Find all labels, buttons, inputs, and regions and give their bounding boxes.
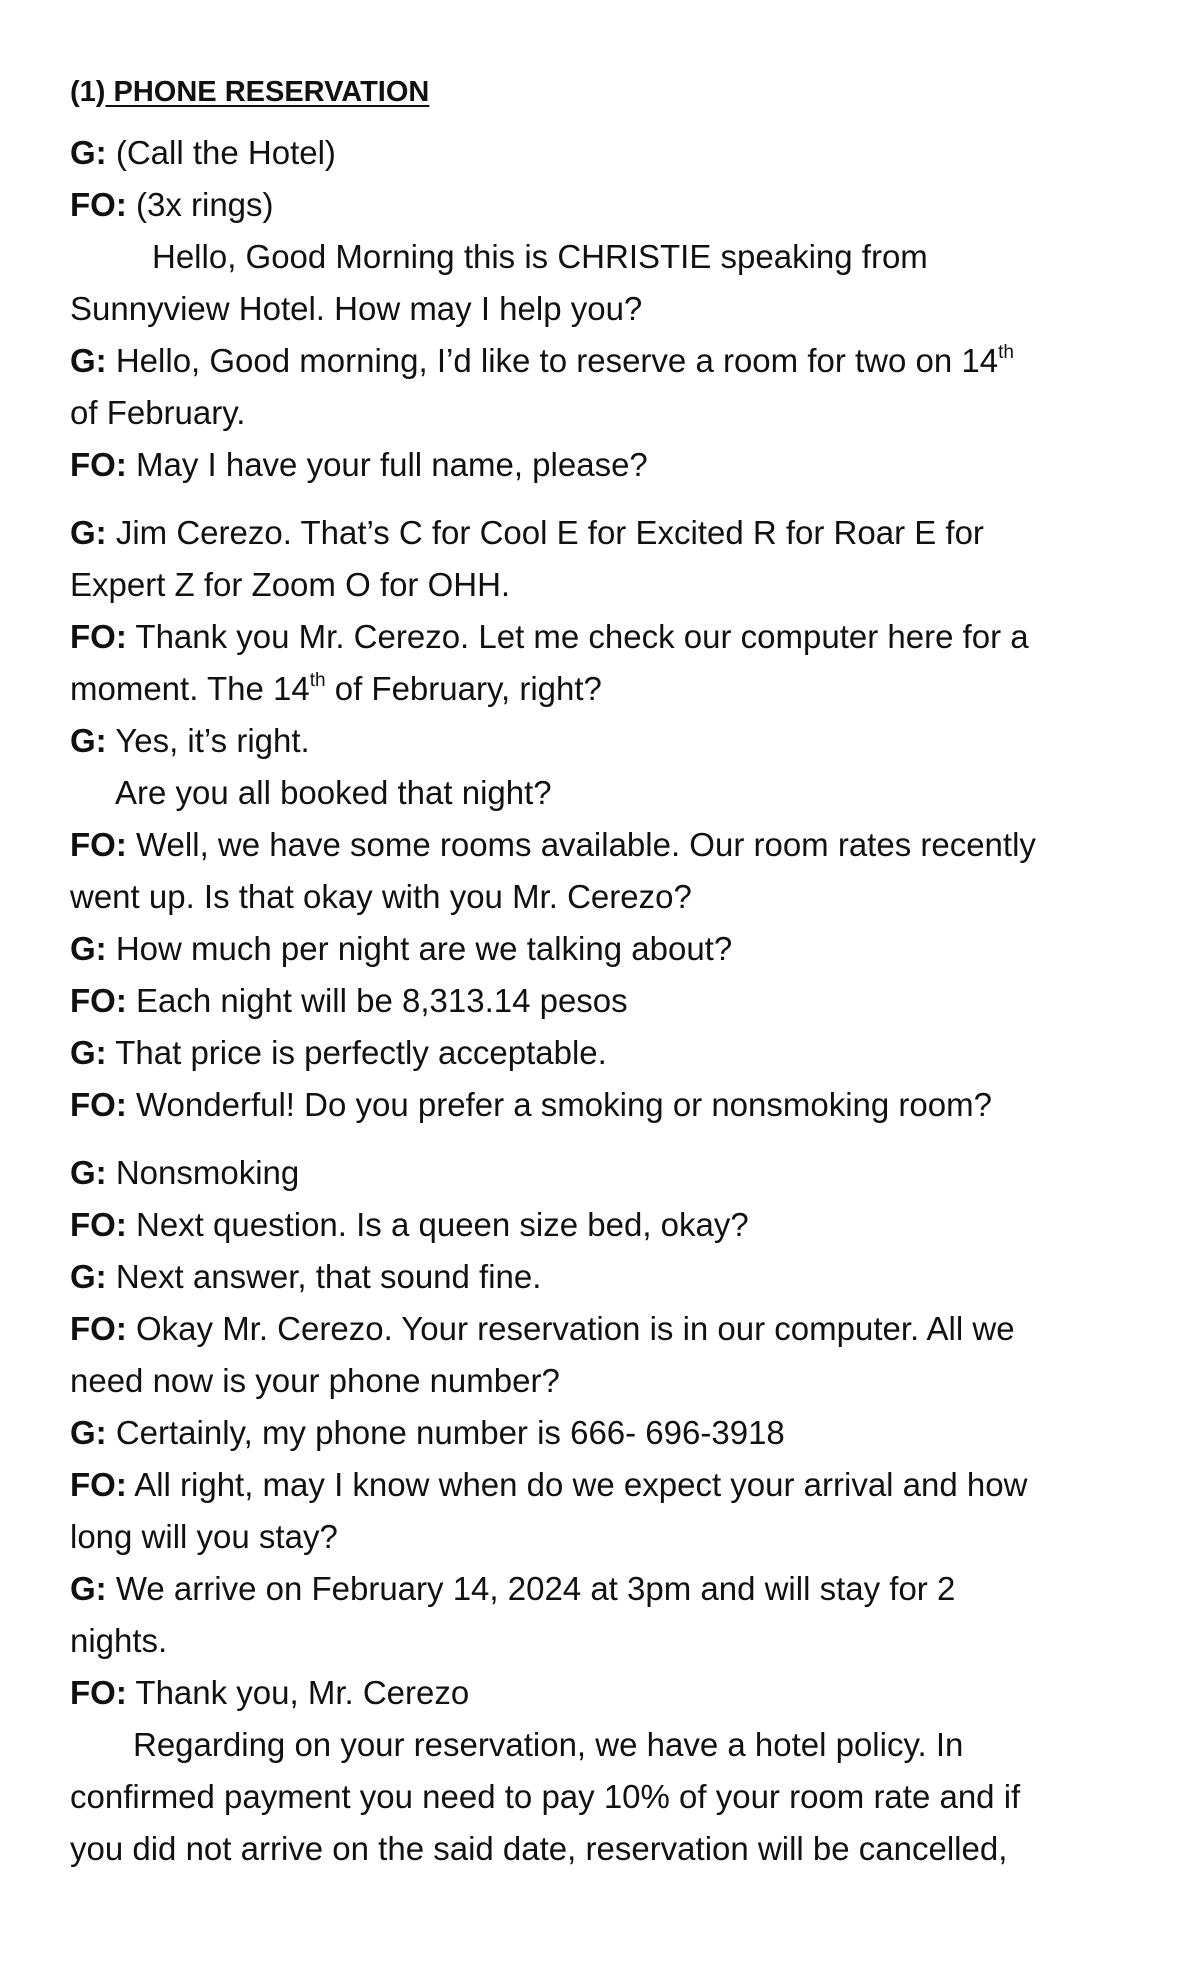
line-text: Sunnyview Hotel. How may I help you? [70,290,643,327]
line-text: went up. Is that okay with you Mr. Cerezo? [70,878,692,915]
dialogue-line [70,1309,1140,1349]
dialogue-line [70,133,1140,173]
line-text: (Call the Hotel) [115,134,336,171]
line-text: Thank you Mr. Cerezo. Let me check our computer here for a [135,618,1029,655]
line-text: Expert Z for Zoom O for OHH. [70,566,511,603]
line-text: need now is your phone number? [70,1362,560,1399]
dialogue-line [70,981,1140,1021]
dialogue-line [70,393,1140,433]
dialogue-line [70,1153,1140,1193]
line-text: Hello, Good morning, I’d like to reserve a room for two on 14 [115,342,999,379]
line-text: Thank you, Mr. Cerezo [135,1674,470,1711]
line-text: (3x rings) [136,186,274,223]
dialogue-line [70,825,1140,865]
line-text: We arrive on February 14, 2024 at 3pm and will stay for 2 [115,1570,956,1607]
speaker-label: FO: [70,618,127,655]
dialogue-line [70,1777,1140,1817]
line-text: Are you all booked that night? [115,774,552,811]
dialogue-line [70,341,1140,381]
speaker-label: G: [70,1414,107,1451]
dialogue-line [115,773,1185,813]
line-text: Next question. Is a queen size bed, okay? [136,1206,749,1243]
speaker-label: FO: [70,1674,127,1711]
dialogue-line [70,445,1140,485]
line-text: Nonsmoking [115,1154,300,1191]
line-text: nights. [70,1622,168,1659]
speaker-label: FO: [70,1206,127,1243]
line-text: Regarding on your reservation, we have a hotel policy. In [133,1726,964,1763]
line-text: Hello, Good Morning this is CHRISTIE speaking from [152,238,928,275]
line-text: May I have your full name, please? [136,446,648,483]
dialogue-line [70,1085,1140,1125]
line-text: All right, may I know when do we expect your arrival and how [134,1466,1028,1503]
speaker-label: FO: [70,446,127,483]
speaker-label: FO: [70,1086,127,1123]
dialogue-line [70,1465,1140,1505]
heading-number: (1) [70,76,106,108]
speaker-label: G: [70,1154,107,1191]
dialogue-line [70,1413,1140,1453]
heading-title: PHONE RESERVATION [113,76,430,108]
dialogue-line [70,513,1140,553]
dialogue-line [70,1569,1140,1609]
dialogue-line [70,565,1140,605]
line-text: long will you stay? [70,1518,338,1555]
line-text: Okay Mr. Cerezo. Your reservation is in our computer. All we [136,1310,1015,1347]
dialogue-line [70,1257,1140,1297]
dialogue-line [70,617,1140,657]
speaker-label: FO: [70,826,127,863]
line-text: Wonderful! Do you prefer a smoking or nonsmoking room? [136,1086,992,1123]
speaker-label: G: [70,1258,107,1295]
dialogue-line [70,929,1140,969]
line-text: of February. [70,394,246,431]
dialogue-line [70,669,1140,709]
speaker-label: G: [70,514,107,551]
dialogue-line [70,1621,1140,1661]
speaker-label: G: [70,930,107,967]
dialogue-line [70,1517,1140,1557]
dialogue-line [152,237,1200,277]
line-text: Each night will be 8,313.14 pesos [136,982,628,1019]
line-text: Well, we have some rooms available. Our room rates recently [136,826,1036,863]
line-text: That price is perfectly acceptable. [115,1034,607,1071]
ordinal-suffix: th [998,342,1014,363]
dialogue-line [70,1361,1140,1401]
dialogue-line [70,721,1140,761]
speaker-label: FO: [70,1310,127,1347]
line-text-continued: of February, right? [325,670,602,707]
line-text: How much per night are we talking about? [115,930,733,967]
dialogue-line [70,1033,1140,1073]
speaker-label: G: [70,134,107,171]
speaker-label: G: [70,1570,107,1607]
speaker-label: G: [70,342,107,379]
dialogue-line [70,185,1140,225]
line-text: Jim Cerezo. That’s C for Cool E for Excited R for Roar E for [115,514,984,551]
speaker-label: G: [70,1034,107,1071]
line-text: moment. The 14 [70,670,310,707]
line-text: Certainly, my phone number is 666- 696-3918 [115,1414,785,1451]
line-text: you did not arrive on the said date, reservation will be cancelled, [70,1830,1008,1867]
ordinal-suffix: th [309,670,326,691]
dialogue-line [70,1829,1140,1869]
dialogue-line [70,1673,1140,1713]
speaker-label: G: [70,722,107,759]
dialogue-line [70,877,1140,917]
line-text: Next answer, that sound fine. [115,1258,542,1295]
line-text: confirmed payment you need to pay 10% of your room rate and if [70,1778,1021,1815]
speaker-label: FO: [70,982,127,1019]
speaker-label: FO: [70,186,127,223]
line-text: Yes, it’s right. [115,722,310,759]
dialogue-line [133,1725,1200,1765]
dialogue-line [70,1205,1140,1245]
section-heading [70,76,429,109]
speaker-label: FO: [70,1466,127,1503]
dialogue-line [70,289,1140,329]
